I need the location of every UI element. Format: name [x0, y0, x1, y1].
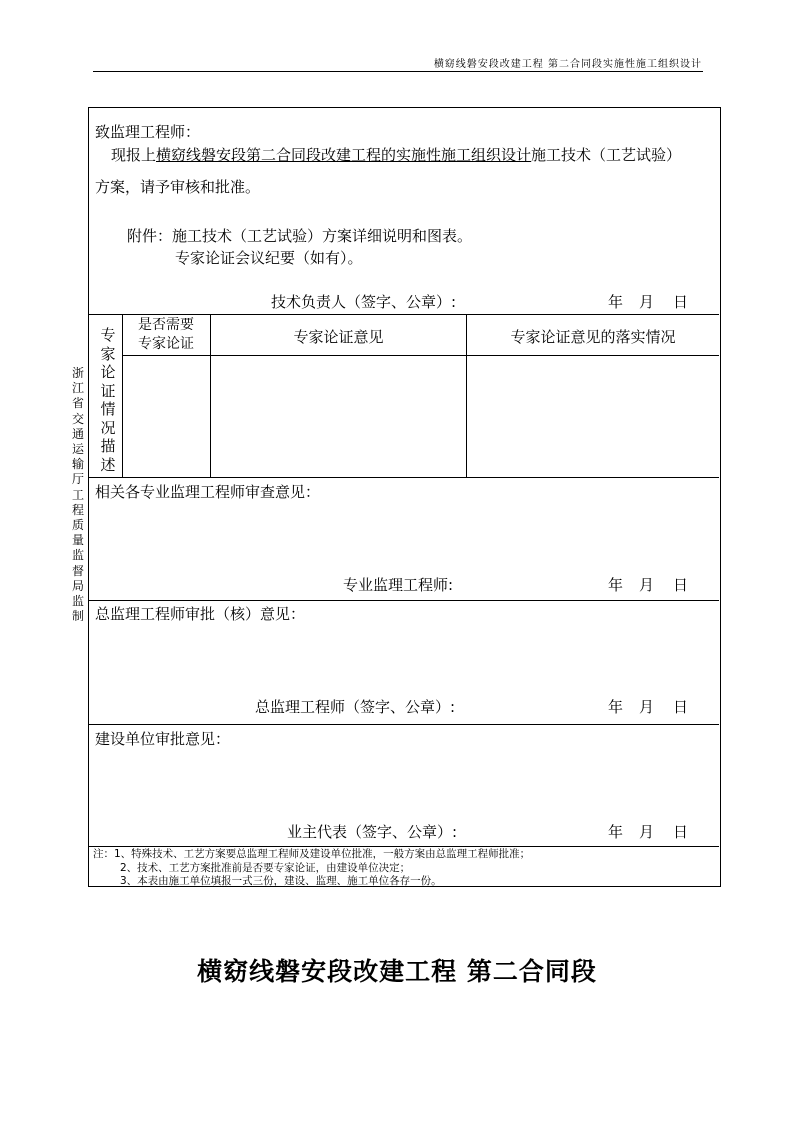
col-header-implementation: 专家论证意见的落实情况	[510, 328, 676, 346]
specialist-signature-label: 专业监理工程师:	[343, 576, 454, 594]
line1-suffix: 施工技术（工艺试验）	[531, 146, 682, 164]
note-3: 3、本表由施工单位填报一式三份，建设、监理、施工单位各存一份。	[120, 875, 442, 887]
title-char: 证	[100, 381, 116, 400]
date-day: 日	[673, 293, 689, 311]
header-row-divider	[122, 355, 719, 356]
date-day: 日	[673, 823, 689, 841]
title-char: 述	[100, 455, 116, 474]
date-year: 年	[608, 698, 624, 716]
side-char: 局	[71, 578, 84, 593]
title-char: 情	[100, 400, 116, 418]
row-divider	[89, 477, 719, 478]
side-char: 通	[71, 426, 84, 441]
date-month: 月	[639, 293, 655, 311]
date-year: 年	[608, 293, 624, 311]
side-char: 交	[71, 411, 84, 426]
title-char: 论	[100, 363, 116, 381]
side-char: 输	[71, 457, 84, 472]
note-2: 2、技术、工艺方案批准前是否要专家论证，由建设单位决定；	[120, 861, 411, 874]
row-divider	[89, 724, 719, 725]
date-month: 月	[639, 576, 655, 594]
header-rule	[93, 71, 703, 72]
side-char: 省	[71, 396, 84, 411]
side-char: 监	[71, 594, 84, 609]
col-header-need-expert	[122, 316, 210, 354]
submission-line-2: 方案，请予审核和批准。	[95, 178, 261, 196]
side-char: 监	[71, 548, 84, 563]
side-char: 制	[71, 609, 84, 624]
attachment-item-1: 施工技术（工艺试验）方案详细说明和图表。	[172, 227, 473, 245]
chief-review-label: 总监理工程师审批（核）意见：	[95, 605, 306, 623]
title-char: 况	[100, 418, 116, 437]
chief-signature-label: 总监理工程师（签字、公章）:	[255, 698, 456, 716]
side-char: 程	[71, 502, 84, 517]
date-month: 月	[639, 823, 655, 841]
title-char: 专	[100, 326, 116, 344]
col-need-line2: 专家论证	[138, 336, 194, 352]
line1-prefix: 现报上	[111, 146, 157, 164]
date-day: 日	[673, 698, 689, 716]
title-char: 家	[100, 344, 116, 363]
side-char: 工	[71, 487, 84, 502]
date-year: 年	[608, 576, 624, 594]
attachment-line-1	[127, 225, 472, 246]
expert-section-title	[99, 326, 117, 474]
row-divider	[89, 314, 719, 315]
attachment-item-2: 专家论证会议纪要（如有）。	[175, 249, 363, 267]
side-char: 督	[71, 563, 84, 578]
col-need-line1: 是否需要	[138, 317, 194, 333]
running-header: 横窈线磐安段改建工程 第二合同段实施性施工组织设计	[433, 59, 702, 70]
side-char: 质	[71, 518, 84, 533]
date-month: 月	[639, 698, 655, 716]
date-year: 年	[608, 823, 624, 841]
approval-form	[88, 107, 721, 887]
owner-review-label: 建设单位审批意见：	[95, 730, 231, 748]
title-char: 描	[100, 437, 116, 455]
document-title: 横窈线磐安段改建工程 第二合同段	[197, 957, 597, 986]
owner-signature-label: 业主代表（签字、公章）:	[287, 823, 458, 841]
side-char: 运	[71, 442, 84, 457]
addressee: 致监理工程师：	[95, 123, 201, 141]
note-1: 注：1、特殊技术、工艺方案要总监理工程师及建设单位批准，一般方案由总监理工程师批准；	[93, 848, 531, 860]
side-char: 浙	[71, 366, 84, 380]
row-divider	[89, 600, 719, 601]
date-day: 日	[673, 576, 689, 594]
side-char: 江	[71, 381, 84, 396]
attachment-label: 附件：	[127, 227, 173, 245]
col-header-expert-opinion: 专家论证意见	[293, 328, 384, 346]
side-label	[68, 366, 88, 624]
notes	[93, 848, 530, 889]
side-char: 量	[71, 533, 84, 548]
row-divider	[89, 846, 719, 847]
side-char: 厅	[71, 472, 84, 487]
submission-line-1	[111, 144, 681, 165]
project-name: 横窈线磐安段第二合同段改建工程的实施性施工组织设计	[156, 146, 532, 164]
tech-signature-label: 技术负责人（签字、公章）:	[271, 293, 457, 311]
specialist-review-label: 相关各专业监理工程师审查意见：	[95, 483, 321, 501]
